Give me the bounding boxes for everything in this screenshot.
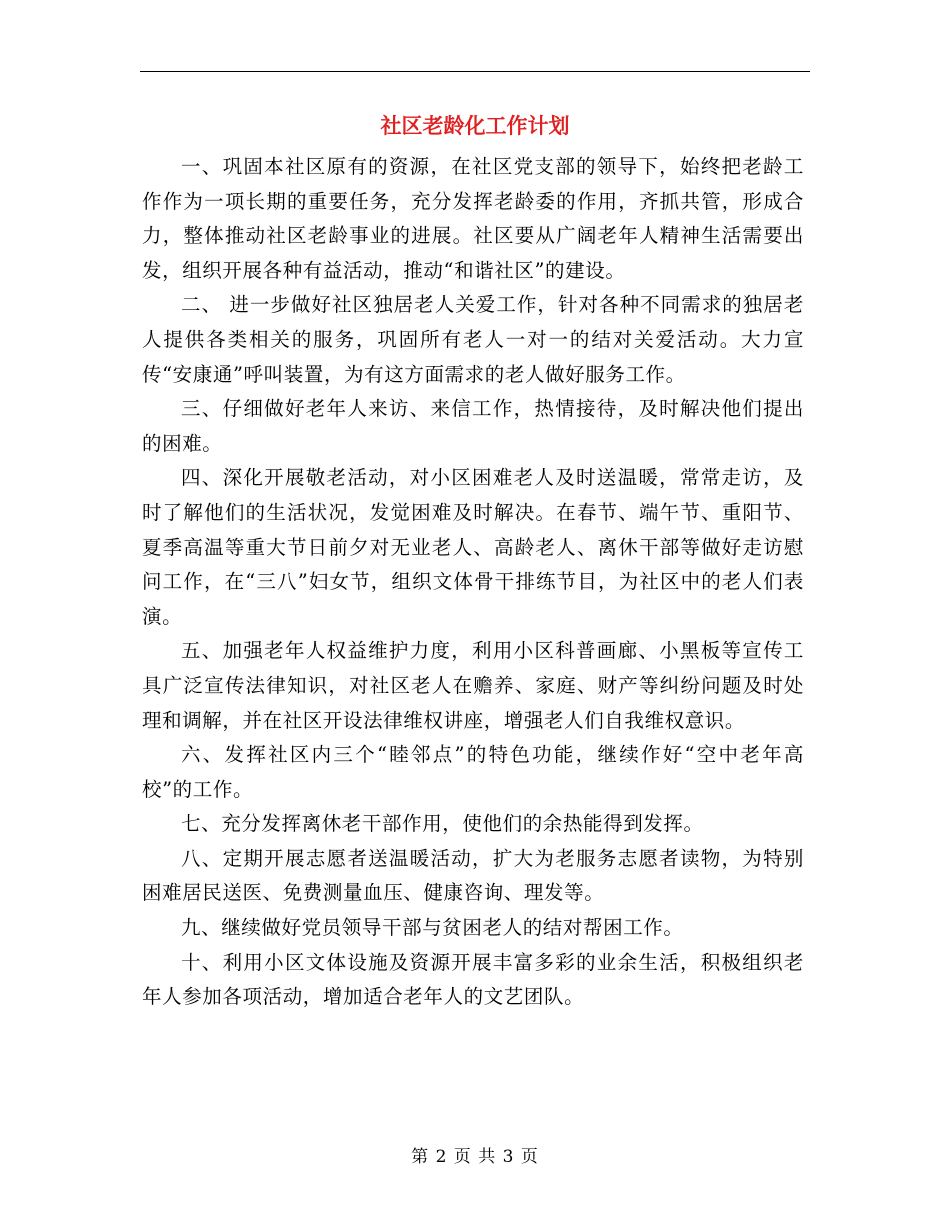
paragraph-4: 四、深化开展敬老活动，对小区困难老人及时送温暖，常常走访，及时了解他们的生活状况，发觉困难及时解决。在春节、端午节、重阳节、夏季高温等重大节日前夕对无业老人、高龄老人、离休干部等做好走访慰问工作，在“三八”妇女节，组织文体骨干排练节目，为社区中的老人们表演。 — [142, 466, 804, 628]
paragraph-1: 一、巩固本社区原有的资源，在社区党支部的领导下，始终把老龄工作作为一项长期的重要任务，充分发挥老龄委的作用，齐抓共管，形成合力，整体推动社区老龄事业的进展。社区要从广阔老年人精神生活需要出发，组织开展各种有益活动，推动“和谐社区”的建设。 — [142, 155, 804, 282]
paragraph-7: 七、充分发挥离休老干部作用，使他们的余热能得到发挥。 — [181, 812, 704, 836]
paragraph-9: 九、继续做好党员领导干部与贫困老人的结对帮困工作。 — [181, 916, 684, 940]
document-title: 社区老龄化工作计划 — [380, 113, 570, 138]
paragraph-3: 三、仔细做好老年人来访、来信工作，热情接待，及时解决他们提出的困难。 — [142, 397, 804, 455]
paragraph-10: 十、利用小区文体设施及资源开展丰富多彩的业余生活，积极组织老年人参加各项活动，增加适合老年人的文艺团队。 — [142, 950, 804, 1009]
document-body — [142, 150, 804, 1015]
header-rule — [140, 71, 810, 72]
paragraph-5: 五、加强老年人权益维护力度，利用小区科普画廊、小黑板等宣传工具广泛宣传法律知识，对社区老人在赡养、家庭、财产等纠纷问题及时处理和调解，并在社区开设法律维权讲座，增强老人们自我维权意识。 — [142, 639, 804, 732]
paragraph-8: 八、定期开展志愿者送温暖活动，扩大为老服务志愿者读物，为特别困难居民送医、免费测量血压、健康咨询、理发等。 — [142, 846, 804, 905]
page-number-footer: 第 2 页 共 3 页 — [411, 1147, 539, 1167]
paragraph-2: 二、 进一步做好社区独居老人关爱工作，针对各种不同需求的独居老人提供各类相关的服务，巩固所有老人一对一的结对关爱活动。大力宣传“安康通”呼叫装置，为有这方面需求的老人做好服务工作。 — [142, 293, 804, 386]
paragraph-6: 六、发挥社区内三个“睦邻点”的特色功能，继续作好“空中老年高校”的工作。 — [142, 743, 804, 801]
